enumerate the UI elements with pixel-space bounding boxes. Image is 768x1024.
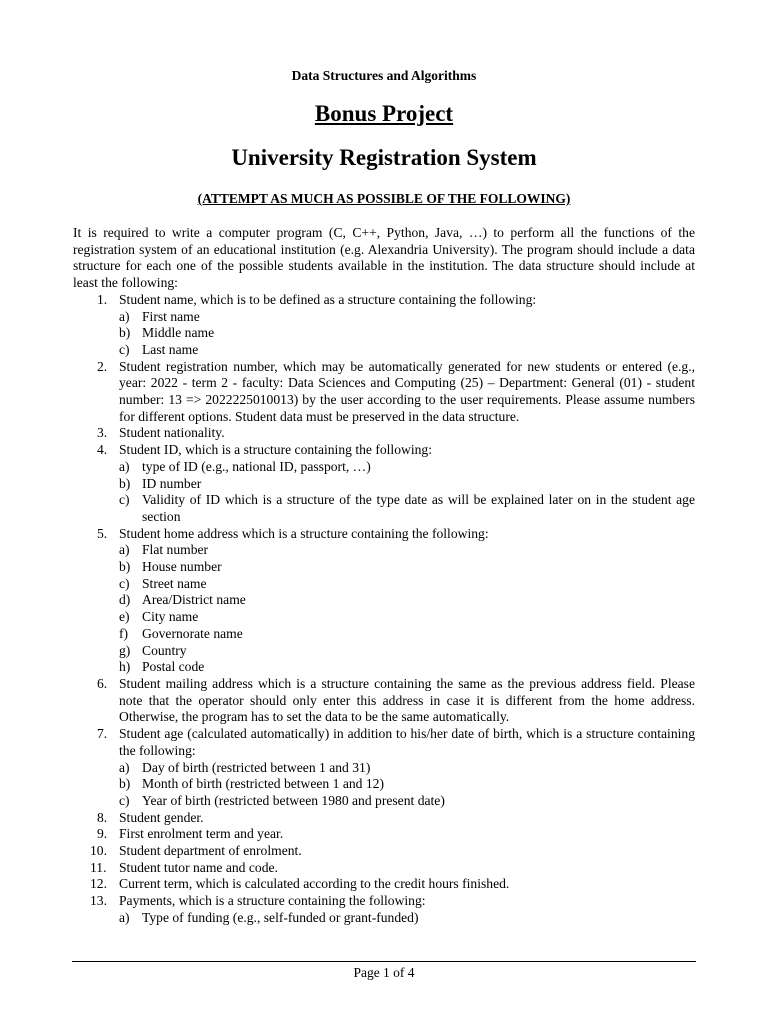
list-item [73, 893, 695, 910]
intro-paragraph: It is required to write a computer program (C, C++, Python, Java, …) to perform all the functions of the registration system of an educational institution (e.g. Alexandria University). The program should include a data structure for each one of the possible students available in the institution. The data structure should include at least the following: [73, 225, 695, 291]
list-item-number: 5. [97, 525, 108, 541]
sub-list-item-marker: a) [119, 909, 130, 925]
sub-list-item-marker: a) [119, 759, 130, 775]
sub-list-item-text: House number [142, 559, 222, 575]
list-item-number: 12. [90, 876, 107, 892]
sub-list-item [73, 793, 695, 810]
sub-list-item-text: First name [142, 308, 200, 324]
list-item [73, 860, 695, 877]
sub-list-item-text: Type of funding (e.g., self-funded or grant-funded) [142, 909, 419, 925]
instruction-note: (ATTEMPT AS MUCH AS POSSIBLE OF THE FOLLOWING) [197, 191, 571, 206]
list-item-number: 11. [90, 859, 107, 875]
sub-list-item-marker: f) [119, 625, 129, 641]
list-item-text: Student age (calculated automatically) in addition to his/her date of birth, which is a structure containing the following: [119, 726, 695, 758]
list-item-number: 9. [97, 826, 108, 842]
sub-list-item-marker: b) [119, 475, 131, 491]
sub-list-item-marker: c) [119, 575, 130, 591]
sub-list-item [73, 592, 695, 609]
sub-list-item [73, 626, 695, 643]
sub-list-item-text: Day of birth (restricted between 1 and 31) [142, 759, 371, 775]
sub-list-item-text: Middle name [142, 325, 215, 341]
sub-list-item-marker: b) [119, 325, 131, 341]
sub-list-item-marker: c) [119, 792, 130, 808]
project-heading: Bonus Project [314, 101, 454, 126]
list-item-text: Student nationality. [119, 425, 225, 441]
sub-list-item-text: City name [142, 609, 199, 625]
sub-list-item [73, 325, 695, 342]
list-item-number: 6. [97, 675, 108, 691]
sub-list-item [73, 609, 695, 626]
sub-list-item-text: Last name [142, 341, 199, 357]
sub-list-item [73, 542, 695, 559]
sub-list-item-text: Postal code [142, 659, 205, 675]
footer-divider [72, 961, 696, 962]
list-item [73, 843, 695, 860]
list-item [73, 726, 695, 759]
sub-list-item [73, 659, 695, 676]
list-item-number: 1. [97, 291, 108, 307]
sub-list-item [73, 342, 695, 359]
sub-list-item-marker: h) [119, 659, 131, 675]
list-item-text: Student ID, which is a structure containing the following: [119, 442, 432, 458]
list-item [73, 442, 695, 459]
list-item-text: Student registration number, which may be automatically generated for new students or entered (e.g., year: 2022 - term 2 - faculty: Data Sciences and Computing (25) – Department: General (01) - student number: 13 => 2022225010013) by the user according to the user requirements. Please assume numbers for different options. Student data must be preserved in the data structure. [119, 358, 695, 424]
sub-list-item-marker: d) [119, 592, 131, 608]
list-item-number: 10. [90, 843, 107, 859]
list-item-number: 2. [97, 358, 108, 374]
sub-list-item [73, 776, 695, 793]
list-item-text: Payments, which is a structure containing the following: [119, 893, 426, 909]
sub-list-item-marker: c) [119, 341, 130, 357]
list-item-text: Student department of enrolment. [119, 843, 302, 859]
list-item-text: Current term, which is calculated according to the credit hours finished. [119, 876, 510, 892]
sub-list-item-text: Year of birth (restricted between 1980 and present date) [142, 792, 445, 808]
list-item [73, 292, 695, 309]
list-item [73, 876, 695, 893]
sub-list-item [73, 492, 695, 525]
document-body [73, 225, 695, 927]
list-item-number: 4. [97, 442, 108, 458]
sub-list-item-marker: e) [119, 609, 130, 625]
sub-list-item [73, 576, 695, 593]
sub-list-item-marker: a) [119, 458, 130, 474]
list-item-number: 7. [97, 726, 108, 742]
sub-list-item-marker: a) [119, 542, 130, 558]
sub-list-item-marker: b) [119, 559, 131, 575]
sub-list-item-text: Validity of ID which is a structure of the type date as will be explained later on in the student age section [142, 492, 695, 524]
list-item-text: First enrolment term and year. [119, 826, 284, 842]
course-name: Data Structures and Algorithms [291, 68, 477, 83]
list-item [73, 359, 695, 426]
list-item-text: Student name, which is to be defined as a structure containing the following: [119, 291, 537, 307]
sub-list-item [73, 559, 695, 576]
sub-list-item-text: Country [142, 642, 187, 658]
list-item-number: 8. [97, 809, 108, 825]
list-item [73, 676, 695, 726]
sub-list-item-text: Governorate name [142, 625, 243, 641]
sub-list-item [73, 476, 695, 493]
list-item [73, 826, 695, 843]
page-number: Page 1 of 4 [353, 965, 415, 980]
list-item-text: Student home address which is a structure containing the following: [119, 525, 489, 541]
list-item-number: 13. [90, 893, 107, 909]
list-item-number: 3. [97, 425, 108, 441]
document-title: University Registration System [231, 145, 537, 170]
sub-list-item-marker: g) [119, 642, 131, 658]
list-item [73, 810, 695, 827]
requirements-list [73, 292, 695, 927]
sub-list-item-marker: a) [119, 308, 130, 324]
sub-list-item-text: Area/District name [142, 592, 246, 608]
sub-list-item-text: Street name [142, 575, 207, 591]
sub-list-item-text: ID number [142, 475, 202, 491]
sub-list-item-text: Month of birth (restricted between 1 and 12) [142, 776, 384, 792]
sub-list-item-marker: b) [119, 776, 131, 792]
sub-list-item [73, 459, 695, 476]
sub-list-item-text: Flat number [142, 542, 209, 558]
sub-list-item-marker: c) [119, 492, 130, 508]
sub-list-item-text: type of ID (e.g., national ID, passport, …) [142, 458, 371, 474]
list-item-text: Student gender. [119, 809, 204, 825]
list-item-text: Student mailing address which is a structure containing the same as the previous address field. Please note that the operator should only enter this address in case it is different from the home address. Otherwise, the program has to set the data to be the same automatically. [119, 675, 695, 725]
list-item [73, 425, 695, 442]
list-item [73, 526, 695, 543]
list-item-text: Student tutor name and code. [119, 859, 278, 875]
sub-list-item [73, 910, 695, 927]
sub-list-item [73, 309, 695, 326]
sub-list-item [73, 760, 695, 777]
sub-list-item [73, 643, 695, 660]
